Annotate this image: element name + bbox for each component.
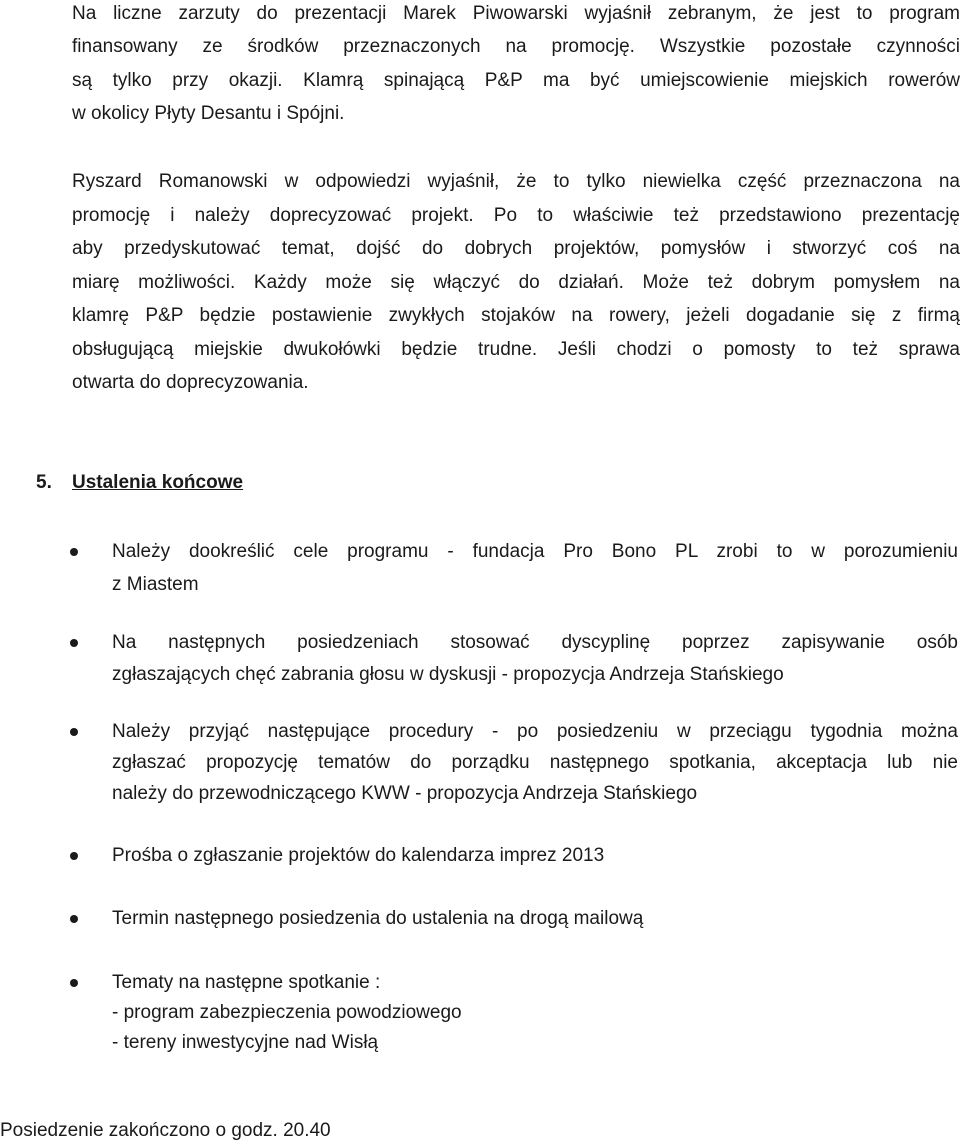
list-item-line: Należy dookreślić cele programu - fundacja Pro Bono PL zrobi to w porozumieniu xyxy=(112,541,958,562)
paragraph-line: finansowany ze środków przeznaczonych na promocję. Wszystkie pozostałe czynności xyxy=(72,36,960,57)
bullet-icon xyxy=(70,915,78,923)
paragraph-line: promocję i należy doprecyzować projekt. Po to właściwie też przedstawiono prezentację xyxy=(72,205,960,226)
bullet-icon xyxy=(70,639,78,647)
paragraph-line: klamrę P&P będzie postawienie zwykłych stojaków na rowery, jeżeli dogadanie się z firmą xyxy=(72,305,960,326)
list-item-line: Tematy na następne spotkanie : xyxy=(112,972,381,993)
paragraph-line: obsługującą miejskie dwukołówki będzie trudne. Jeśli chodzi o pomosty to też sprawa xyxy=(72,339,960,360)
list-item-line: Termin następnego posiedzenia do ustalenia na drogą mailową xyxy=(112,908,644,929)
section-title: Ustalenia końcowe xyxy=(72,472,244,493)
bullet-icon xyxy=(70,728,78,736)
list-item-line: - program zabezpieczenia powodziowego xyxy=(112,1002,462,1023)
paragraph-line: Ryszard Romanowski w odpowiedzi wyjaśnił, że to tylko niewielka część przeznaczona na xyxy=(72,171,960,192)
bullet-icon xyxy=(70,979,78,987)
paragraph-line: w okolicy Płyty Desantu i Spójni. xyxy=(72,103,345,124)
list-item-line: zgłaszać propozycję tematów do porządku następnego spotkania, akceptacja lub nie xyxy=(112,752,958,773)
paragraph-line: otwarta do doprecyzowania. xyxy=(72,372,309,393)
paragraph-line: miarę możliwości. Każdy może się włączyć do działań. Może też dobrym pomysłem na xyxy=(72,272,960,293)
paragraph-line: aby przedyskutować temat, dojść do dobrych projektów, pomysłów i stworzyć coś na xyxy=(72,238,960,259)
list-item-line: zgłaszających chęć zabrania głosu w dyskusji - propozycja Andrzeja Stańskiego xyxy=(112,664,784,685)
list-item-line: Na następnych posiedzeniach stosować dyscyplinę poprzez zapisywanie osób xyxy=(112,632,958,653)
closing-note: Posiedzenie zakończono o godz. 20.40 xyxy=(0,1120,331,1141)
list-item-line: - tereny inwestycyjne nad Wisłą xyxy=(112,1032,379,1053)
paragraph-line: Na liczne zarzuty do prezentacji Marek Piwowarski wyjaśnił zebranym, że jest to program xyxy=(72,3,960,24)
section-number: 5. xyxy=(36,472,52,493)
list-item-line: z Miastem xyxy=(112,574,199,595)
bullet-icon xyxy=(70,548,78,556)
list-item-line: należy do przewodniczącego KWW - propozycja Andrzeja Stańskiego xyxy=(112,783,698,804)
section-heading xyxy=(36,472,243,494)
paragraph-line: są tylko przy okazji. Klamrą spinającą P&P ma być umiejscowienie miejskich rowerów xyxy=(72,70,960,91)
list-item-line: Należy przyjąć następujące procedury - po posiedzeniu w przeciągu tygodnia można xyxy=(112,721,958,742)
bullet-icon xyxy=(70,852,78,860)
list-item-line: Prośba o zgłaszanie projektów do kalendarza imprez 2013 xyxy=(112,845,605,866)
